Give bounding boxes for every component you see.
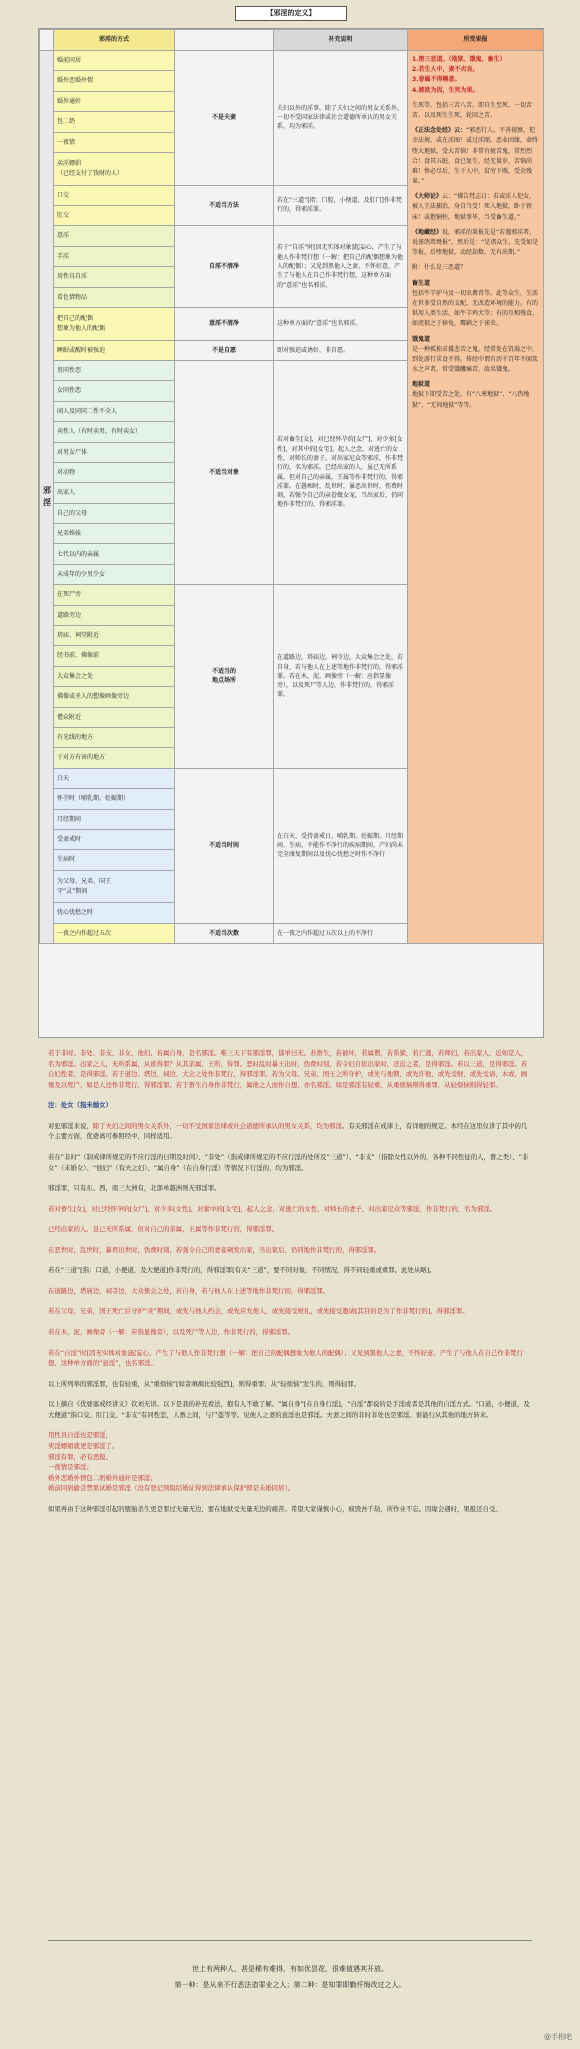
method-item: 卖性人（有时卖男，有时卖女） <box>54 422 175 442</box>
supplement-note: 在道路边，塔庙边，祠寺边，大众集会之处，若自身，若与他人在上述等地作非梵行的，得邪淫罪。若在木，泥，画像旁（一解：应指显像旁），以及死尸等人边，作非梵行的，得邪淫罪。 <box>274 585 408 769</box>
method-item: 婚外恋婚外情 <box>54 71 175 91</box>
method-item: 闲人及同同二性不全人 <box>54 401 175 421</box>
definition-table <box>38 28 544 1038</box>
section-text: 包括牛羊驴马及一切虫禽兽等。此等众生，生活在世多受自然的支配，无改造环境的能力。有的供用人类生活，如牛羊鸡犬等；有的互相残食，如虎狼之于獐兔，鹰鹞之于雀虫。 <box>412 289 539 328</box>
method-item: 卖淫嫖娼 （已经支付了钱财的人） <box>54 152 175 185</box>
method-item: 婚外通奸 <box>54 91 175 111</box>
footer-line-2: 第一种：是从来不行恶法造罪业之人；第二种：是知罪即勤忏悔改过之人。 <box>174 1981 406 1989</box>
body-paragraph <box>48 1121 532 1142</box>
method-item: 道路旁边 <box>54 605 175 625</box>
section-title: 畜生道 <box>412 279 431 287</box>
method-item: 佛像或圣人的塑像画像旁边 <box>54 687 175 707</box>
watermark-logo: @手相吧 <box>544 2033 572 2041</box>
method-item: 口交 <box>54 185 175 205</box>
footer-line-1: 世上有两种人，甚是稀有难得，有如优昙花，很难值遇其开放。 <box>192 1965 388 1973</box>
category-label: 不适当对象 <box>175 360 274 584</box>
category-label: 不是夫妻 <box>175 51 274 186</box>
body-paragraph: 在道路边，塔庙边，祠寺边，大众集会之处，若自身，若与他人在上述等地作非梵行的，得邪淫罪。 <box>48 1286 330 1295</box>
retribution-section <box>412 335 539 376</box>
red-line: 一夜情是邪淫； <box>48 1463 93 1472</box>
body-text <box>48 1048 532 1524</box>
body-paragraph: 若对畜生[女]，对已经怀孕的[女尸]，对少多[女性]，对狱中的[女宅]，起人之念，对逃亡的女性，对师长的妻子，对出家尼众等邪淫，作非梵行的，名为邪淫。 <box>48 1204 497 1213</box>
quote-text: “邪恶行人，不善视察，犯幸法规，或在淫图！或过淫图，恶业因缘，命终堕大地狱，受大苦恼！非常有疲苦鬼，常烈烈合！食其五脏，食已复生，经无量岁，苦恼尚难！惨必尽后，生于人中，贫穷下贱，受余残果。” <box>412 127 539 186</box>
method-item: 手淫 <box>54 246 175 266</box>
quote-title: 《地藏经》 <box>412 228 443 236</box>
supplement-note: 即对强迫或诱奸，非自愿。 <box>274 340 408 360</box>
retribution-question: 附：什么是三恶道？ <box>412 264 467 272</box>
body-paragraph: 若在“三道”[指：口道，小便道，及大便道]作非梵行的，得邪淫罪[有关“三道”，要不同对象，不同情况，得不同轻重或重罪。此处从略]。 <box>48 1266 436 1275</box>
red-line: 婚外恋婚外情包二奶婚外通奸是邪淫； <box>48 1473 157 1482</box>
method-item: 生病时 <box>54 850 175 870</box>
body-paragraph: 已经出家的人，虽已无所系属，但对自己的亲属，王属等作非梵行的，得邪淫罪。 <box>48 1225 279 1234</box>
method-item: 受斋戒时 <box>54 829 175 849</box>
body-note-heading: 注：处女（指未婚女） <box>48 1101 112 1110</box>
section-text: 是一种孤独求援悲苦之鬼，经常处在饥渴之中，到处游行求食不得。传经中谓有历千百年不闻浆水之声者，常受饿饑痛苦，故名饿鬼。 <box>412 345 539 374</box>
table-header-row <box>40 30 544 51</box>
header-retribution: 所受果报 <box>408 30 544 51</box>
method-item: 一夜情 <box>54 132 175 152</box>
body-red-list <box>48 1430 532 1493</box>
section-text: 地狱下即受苦之处，有“八寒地狱”、“八热地狱”、“无间地狱”等等。 <box>412 391 530 409</box>
body-paragraph: 若于非时、非处、非支、非女、他妇、若属自身，是名邪淫。唯三天下有邪淫罪，郁单曰无。若畜生，若被坏，若属僧，若系狱，若亡逃，若师妇，若出家人，近如是人，名为邪淫。出家之人，无所系属，从谁得罪？从其亲属、王所、得罪。恶时乱时暴王出时，伪费时刻，若令妇自依出家时，还近之者，是得邪淫。若以三道，是得邪淫。若自妇性者，是得邪淫。若于道边、塔边、祠边、大会之处作非梵行，得邪淫罪。若为父母、兄弟、国王之所守护，或先与他期，或先许他，或先受财，或先受请，木或、画像及以死尸，如是人边作非梵行，得邪淫罪。若于畜生自身作非梵行，属他之人而作自想，亦名邪淫。如是邪淫有轻重，从重烦恼则得重罪，从轻烦恼则得轻罪。 <box>48 1049 528 1089</box>
quote-title: 《大师论》 <box>412 193 443 201</box>
red-line: 卖淫嫖娼就更是邪淫了。 <box>48 1441 119 1450</box>
method-item: 男同性恋 <box>54 360 175 380</box>
method-item: 一夜之内作超过五次 <box>54 923 175 943</box>
header-blank <box>40 30 54 51</box>
body-span: 以上摘自《优婆塞戒经讲义》钦刘无讲。以下是我的补充看法，抱有人不敢了解。 <box>48 1400 279 1409</box>
red-line: 婚前同居偷尝禁果试婚是邪淫（没有登记领取结婚证得到法律承认保护即是未婚同居）。 <box>48 1484 295 1493</box>
body-paragraph: 以上所列举的邪淫罪，也有轻重，从“重烦恼”[如贪嗔痴比较强烈]，则得重罪；从“轻烦恼”发生的，则得轻罪。 <box>48 1379 361 1388</box>
red-line: 邪淫有罪，必有恶报。 <box>48 1452 112 1461</box>
method-item: 怀孕时（哺乳期、妊娠期） <box>54 789 175 809</box>
category-label: 不适当的 地点场所 <box>175 585 274 769</box>
supplement-note: 这种单方面的“意淫”也名邪淫。 <box>274 307 408 340</box>
retribution-item: 2.若生人中，妻不贞良。 <box>412 66 479 74</box>
retribution-quote <box>412 228 539 259</box>
supplement-note: 若于“自淫”时[因无实体对象]起妄心，产生了与他人作非梵行想（一解：把自己的配偶想象为他人的配偶）；又见到黑他人之妻，不怀好意，产生了与他人在自己作非梵行想，这种单方面的“意淫”也名邪淫。 <box>274 226 408 308</box>
method-item: 白天 <box>54 768 175 788</box>
method-item: 月经期间 <box>54 809 175 829</box>
body-paragraph: 邪淫罪，只有东、西，南三大洲有，北部单越洲则无邪淫罪。 <box>48 1184 221 1193</box>
body-paragraph <box>48 1399 532 1420</box>
method-item: 在死尸旁 <box>54 585 175 605</box>
supplement-note: 夫妇以外的淫事，除了夫妇之间的男女关系外，一切不受国家法律或社会道德所承认的男女关系，均为邪淫。 <box>274 51 408 186</box>
retribution-item: 4.被欲为因，生死为果。 <box>412 86 479 94</box>
method-item: 塔庙、祠堂附近 <box>54 626 175 646</box>
quote-text: 云：“佛告梵志日：若或淫人犯女，被人王法捕治，身自当受！死入地狱，卧于铁床！或抱铜柱，地狱事毕，当受畜生道。” <box>412 193 536 221</box>
definition-grid <box>39 29 544 944</box>
category-label: 不适当次数 <box>175 923 274 943</box>
body-paragraph: 在恶世时，乱世时，暴君出世时，伪费时刻，若强令自己的妻妾剃发出家，当出家后，仍同地作非梵行的，得邪淫罪。 <box>48 1245 381 1254</box>
retribution-section <box>412 380 539 411</box>
footer-divider <box>48 1940 532 1941</box>
category-label: 意淫不清净 <box>175 307 274 340</box>
method-item: 对男女尸体 <box>54 442 175 462</box>
section-title: 地狱道 <box>412 381 431 389</box>
method-item: 为父母、兄弟、国王 守“灵”期间 <box>54 870 175 903</box>
body-paragraph: 若在木，泥，画像旁（一解：应指显像旁），以及死尸等人边，作非梵行的，得邪淫罪。 <box>48 1328 295 1336</box>
retribution-item: 3.眷属不得稱意。 <box>412 76 461 84</box>
table-row <box>40 51 544 71</box>
method-item: 忧心忧愁之时 <box>54 903 175 923</box>
body-paragraph: 若在“非时”（制戒律所规定的不应行淫的日期及时间）、“非处”（指戒律所规定的不应行淫的处所及“三道”）、“非支”（指除女性以外的，各种不同性征的人，畜之类）、“非女”（未婚女）、“他妇”（有夫之妇）、“属自身”（在自身行淫）等情况下行淫的，均为邪淫。 <box>48 1152 529 1172</box>
body-span: 。有关邪淫在戒律上，有详细的规定。本经在这里仅讲了其中的几个主要方面，优婆离可参照经中，同样适用。 <box>48 1121 528 1141</box>
body-paragraph: 若在父母，兄弟，国王死亡后守护“灵”期间，或先与他人约会，或先应允他人，或先接受财礼，或先接受邀请[其目的是为了作非梵行的]，得邪淫罪。 <box>48 1307 469 1316</box>
method-item: 经书前、佛像前 <box>54 646 175 666</box>
category-label: 不适当时间 <box>175 768 274 923</box>
header-category <box>175 30 274 51</box>
method-item: 包二奶 <box>54 112 175 132</box>
method-item: 于对方有害的地方 <box>54 748 175 768</box>
body-span: 对犯邪淫来说， <box>48 1121 93 1130</box>
supplement-note: 若对畜生[女]，对已经怀孕的[女尸]，对少多[女性]，对其中的[女宅]，起人之念，对逃亡的女性，对师长的妻子，对出家尼众等邪淫，作非梵行的，名为邪淫。已经出家的人，虽已无所系属，但对自己的亲属，王属等作非梵行的，得邪淫罪。在愚痴时，乱世时，暴恶出世时，伤费时刻，若强令自己的亲眷做女宠，当出家后，仍同地作非梵行的，得邪淫罪。 <box>274 360 408 584</box>
method-item: 有光线的地方 <box>54 727 175 747</box>
retribution-list <box>412 55 539 96</box>
method-item: 用性具自淫 <box>54 267 175 287</box>
main-category-label: 邪淫 <box>40 51 54 944</box>
method-item: 七代以内的亲属 <box>54 544 175 564</box>
retribution-section <box>412 279 539 330</box>
body-paragraph: 如果再由于这种邪淫引起的堕胎杀生更是罪过无量无边，要在地狱受无量无边的痛苦。希望大家谨慎小心，疯毁吾千劫，所作业不忘。因缘会遇时，果报还自受。 <box>48 1504 502 1513</box>
method-item: 意淫 <box>54 226 175 246</box>
method-item: 对动物 <box>54 462 175 482</box>
body-span: “属自身”[在自身行淫]，“自淫”都说的是手淫或者是其他的自淫方式。“口道，小便道，及大便道”指口交、肛门交、“非支”有同性恋，人畜之间，与尸盗等等。见他人之妻的意淫也是邪淫。夫妻之间的非时非处也是邪淫。谁能行从其他的地方转来。 <box>48 1400 530 1419</box>
retribution-quote <box>412 192 539 223</box>
supplement-note: 在一夜之内作超过五次以上的不净行 <box>274 923 408 943</box>
method-item: 僧众附近 <box>54 707 175 727</box>
method-item: 婚前同居 <box>54 51 175 71</box>
category-label: 不是自愿 <box>175 340 274 360</box>
category-label: 不适当方法 <box>175 185 274 226</box>
red-line: 用性具自淫也是邪淫， <box>48 1431 112 1440</box>
retribution-item: 1.堕三恶道。（地狱、饿鬼、畜生） <box>412 56 506 63</box>
method-item: 大众集会之处 <box>54 666 175 686</box>
method-item: 兄弟姊妹 <box>54 524 175 544</box>
body-span-red: 除了夫妇之间的男女关系外，一切不受国家法律或社会道德所承认的男女关系，均为邪淫 <box>92 1121 342 1130</box>
supplement-note: 若在“三道”[指：口腔，小便道，及肛门]作非梵行的，得邪淫罪。 <box>274 185 408 226</box>
method-item: 睡眠或醒时被强迫 <box>54 340 175 360</box>
method-item: 未成年的少男少女 <box>54 564 175 584</box>
retribution-quote <box>412 126 539 187</box>
section-title: 饿鬼道 <box>412 335 431 343</box>
method-item: 肛交 <box>54 205 175 225</box>
retribution-text: 生死等，包括三苦八苦，即自生至死，一切苦苦。以及死生生死，轮回之苦。 <box>412 101 533 119</box>
quote-title: 《正法念处经》云： <box>412 127 467 135</box>
retribution-cell <box>408 51 544 944</box>
method-item: 女同性恋 <box>54 381 175 401</box>
header-note: 补充说明 <box>274 30 408 51</box>
method-item: 出家人 <box>54 483 175 503</box>
method-item: 把自己的配偶 想象为他人的配偶 <box>54 307 175 340</box>
quote-text: 说，邪淫的果报先是“若遇邪淫者，说雀鸽鸳鸯报”。然后是：“是诸众生，先受如是等报，后堕地狱，动经劫数，无有出期。” <box>412 228 539 257</box>
method-item: 看色情物品 <box>54 287 175 307</box>
header-method: 邪淫的方式 <box>54 30 175 51</box>
body-paragraph: 若在“自淫”时[因无实体对象]起妄心，产生了与他人作非梵行想（一解：把自己的配偶想象为他人的配偶）；又见到黑他人之妻，不怀好意，产生了与他人在自己作非梵行想，这种单方面的“意淫”，也名邪淫。 <box>48 1348 523 1368</box>
method-item: 自己的父母 <box>54 503 175 523</box>
category-label: 自淫不清净 <box>175 226 274 308</box>
document-title: 【邪淫的定义】 <box>235 6 347 21</box>
supplement-note: 在白天、受持斋戒日、哺乳期、妊娠期、月经期间、生病、不能作不净行的疾病期间、产妇尚未完全康复期间以及忧心忧愁之时作不净行 <box>274 768 408 923</box>
